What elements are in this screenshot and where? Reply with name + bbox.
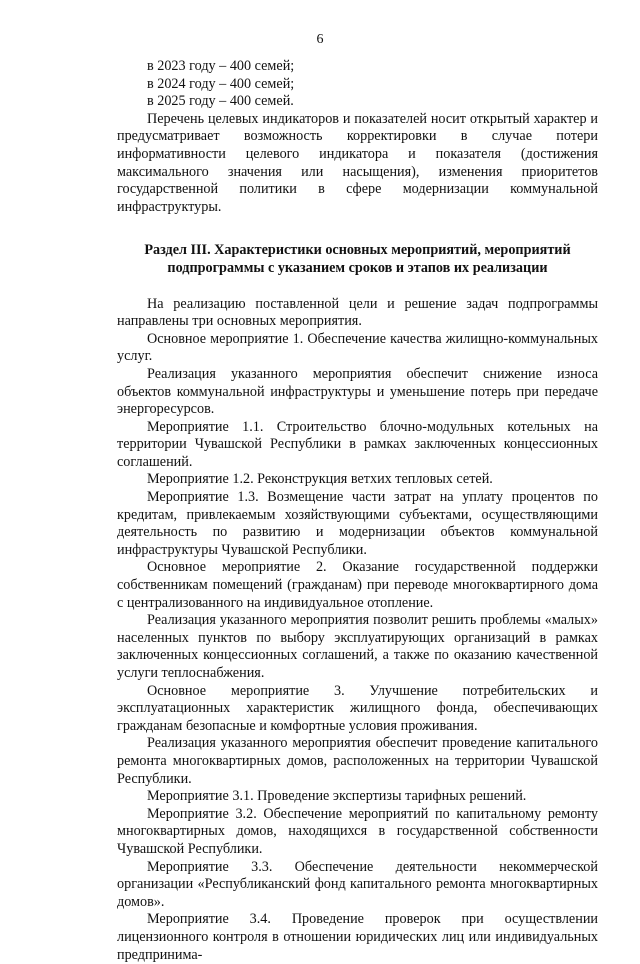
paragraph-activity-1-effect: Реализация указанного мероприятия обеспечит снижение износа объектов коммунальной инфраструктуры и уменьшение потерь при передаче энергоресурсов. [117, 365, 598, 418]
paragraph-main-activity-2: Основное мероприятие 2. Оказание государственной поддержки собственникам помещений (гражданам) при переводе многоквартирного дома с централизованного на индивидуальное отопление. [117, 559, 598, 611]
paragraph-main-activity-1: Основное мероприятие 1. Обеспечение качества жилищно-коммунальных услуг. [117, 330, 598, 365]
section-heading-line-1: Раздел III. Характеристики основных мероприятий, мероприятий [144, 242, 571, 259]
paragraph-activity-3-4: Мероприятие 3.4. Проведение проверок при осуществлении лицензионного контроля в отношении юридических лиц или индивидуальных предпринима- [117, 911, 598, 963]
year-line-2025: в 2025 году – 400 семей. [147, 93, 294, 110]
year-line-2023: в 2023 году – 400 семей; [147, 58, 295, 74]
paragraph-activity-1-2: Мероприятие 1.2. Реконструкция ветхих тепловых сетей. [147, 471, 493, 488]
section-heading-line-2: подпрограммы с указанием сроков и этапов их реализации [167, 259, 548, 276]
paragraph-intro: На реализацию поставленной цели и решение задач подпрограммы направлены три основных мероприятия. [117, 295, 598, 330]
paragraph-activity-1-3: Мероприятие 1.3. Возмещение части затрат на уплату процентов по кредитам, привлекаемым хозяйствующими субъектами, осуществляющими деятельность по развитию и модернизации объектов коммунальной инфраструктуры Чувашской Республики. [117, 489, 598, 558]
paragraph-activity-3-effect: Реализация указанного мероприятия обеспечит проведение капитального ремонта многоквартирных домов, расположенных на территории Чувашской Республики. [117, 735, 598, 787]
section-heading [117, 242, 598, 277]
page-number: 6 [316, 32, 324, 47]
paragraph-main-activity-3: Основное мероприятие 3. Улучшение потребительских и эксплуатационных характеристик жилищного фонда, обеспечивающих гражданам безопасные и комфортные условия проживания. [117, 682, 598, 734]
paragraph-activity-2-effect: Реализация указанного мероприятия позволит решить проблемы «малых» населенных пунктов по выбору эксплуатирующих организаций в рамках заключенных концессионных соглашений, а также по оказанию качественной услуги теплоснабжения. [117, 612, 598, 681]
paragraph-activity-1-1: Мероприятие 1.1. Строительство блочно-модульных котельных на территории Чувашской Республики в рамках заключенных концессионных соглашений. [117, 418, 598, 470]
paragraph-activity-3-3: Мероприятие 3.3. Обеспечение деятельности некоммерческой организации «Республиканский фонд капитального ремонта многоквартирных домов». [117, 858, 598, 910]
document-body [117, 58, 598, 964]
paragraph-activity-3-1: Мероприятие 3.1. Проведение экспертизы тарифных решений. [147, 788, 527, 805]
paragraph-activity-3-2: Мероприятие 3.2. Обеспечение мероприятий по капитальному ремонту многоквартирных домов, находящихся в государственной собственности Чувашской Республики. [117, 805, 598, 857]
year-line-2024: в 2024 году – 400 семей; [147, 75, 295, 92]
indicators-paragraph: Перечень целевых индикаторов и показателей носит открытый характер и предусматривает возможность корректировки в случае потери информативности целевого индикатора и показателя (достижения максимального значения или насыщения), изменения приоритетов государственной политики в сфере модернизации коммунальной инфраструктуры. [117, 110, 598, 215]
